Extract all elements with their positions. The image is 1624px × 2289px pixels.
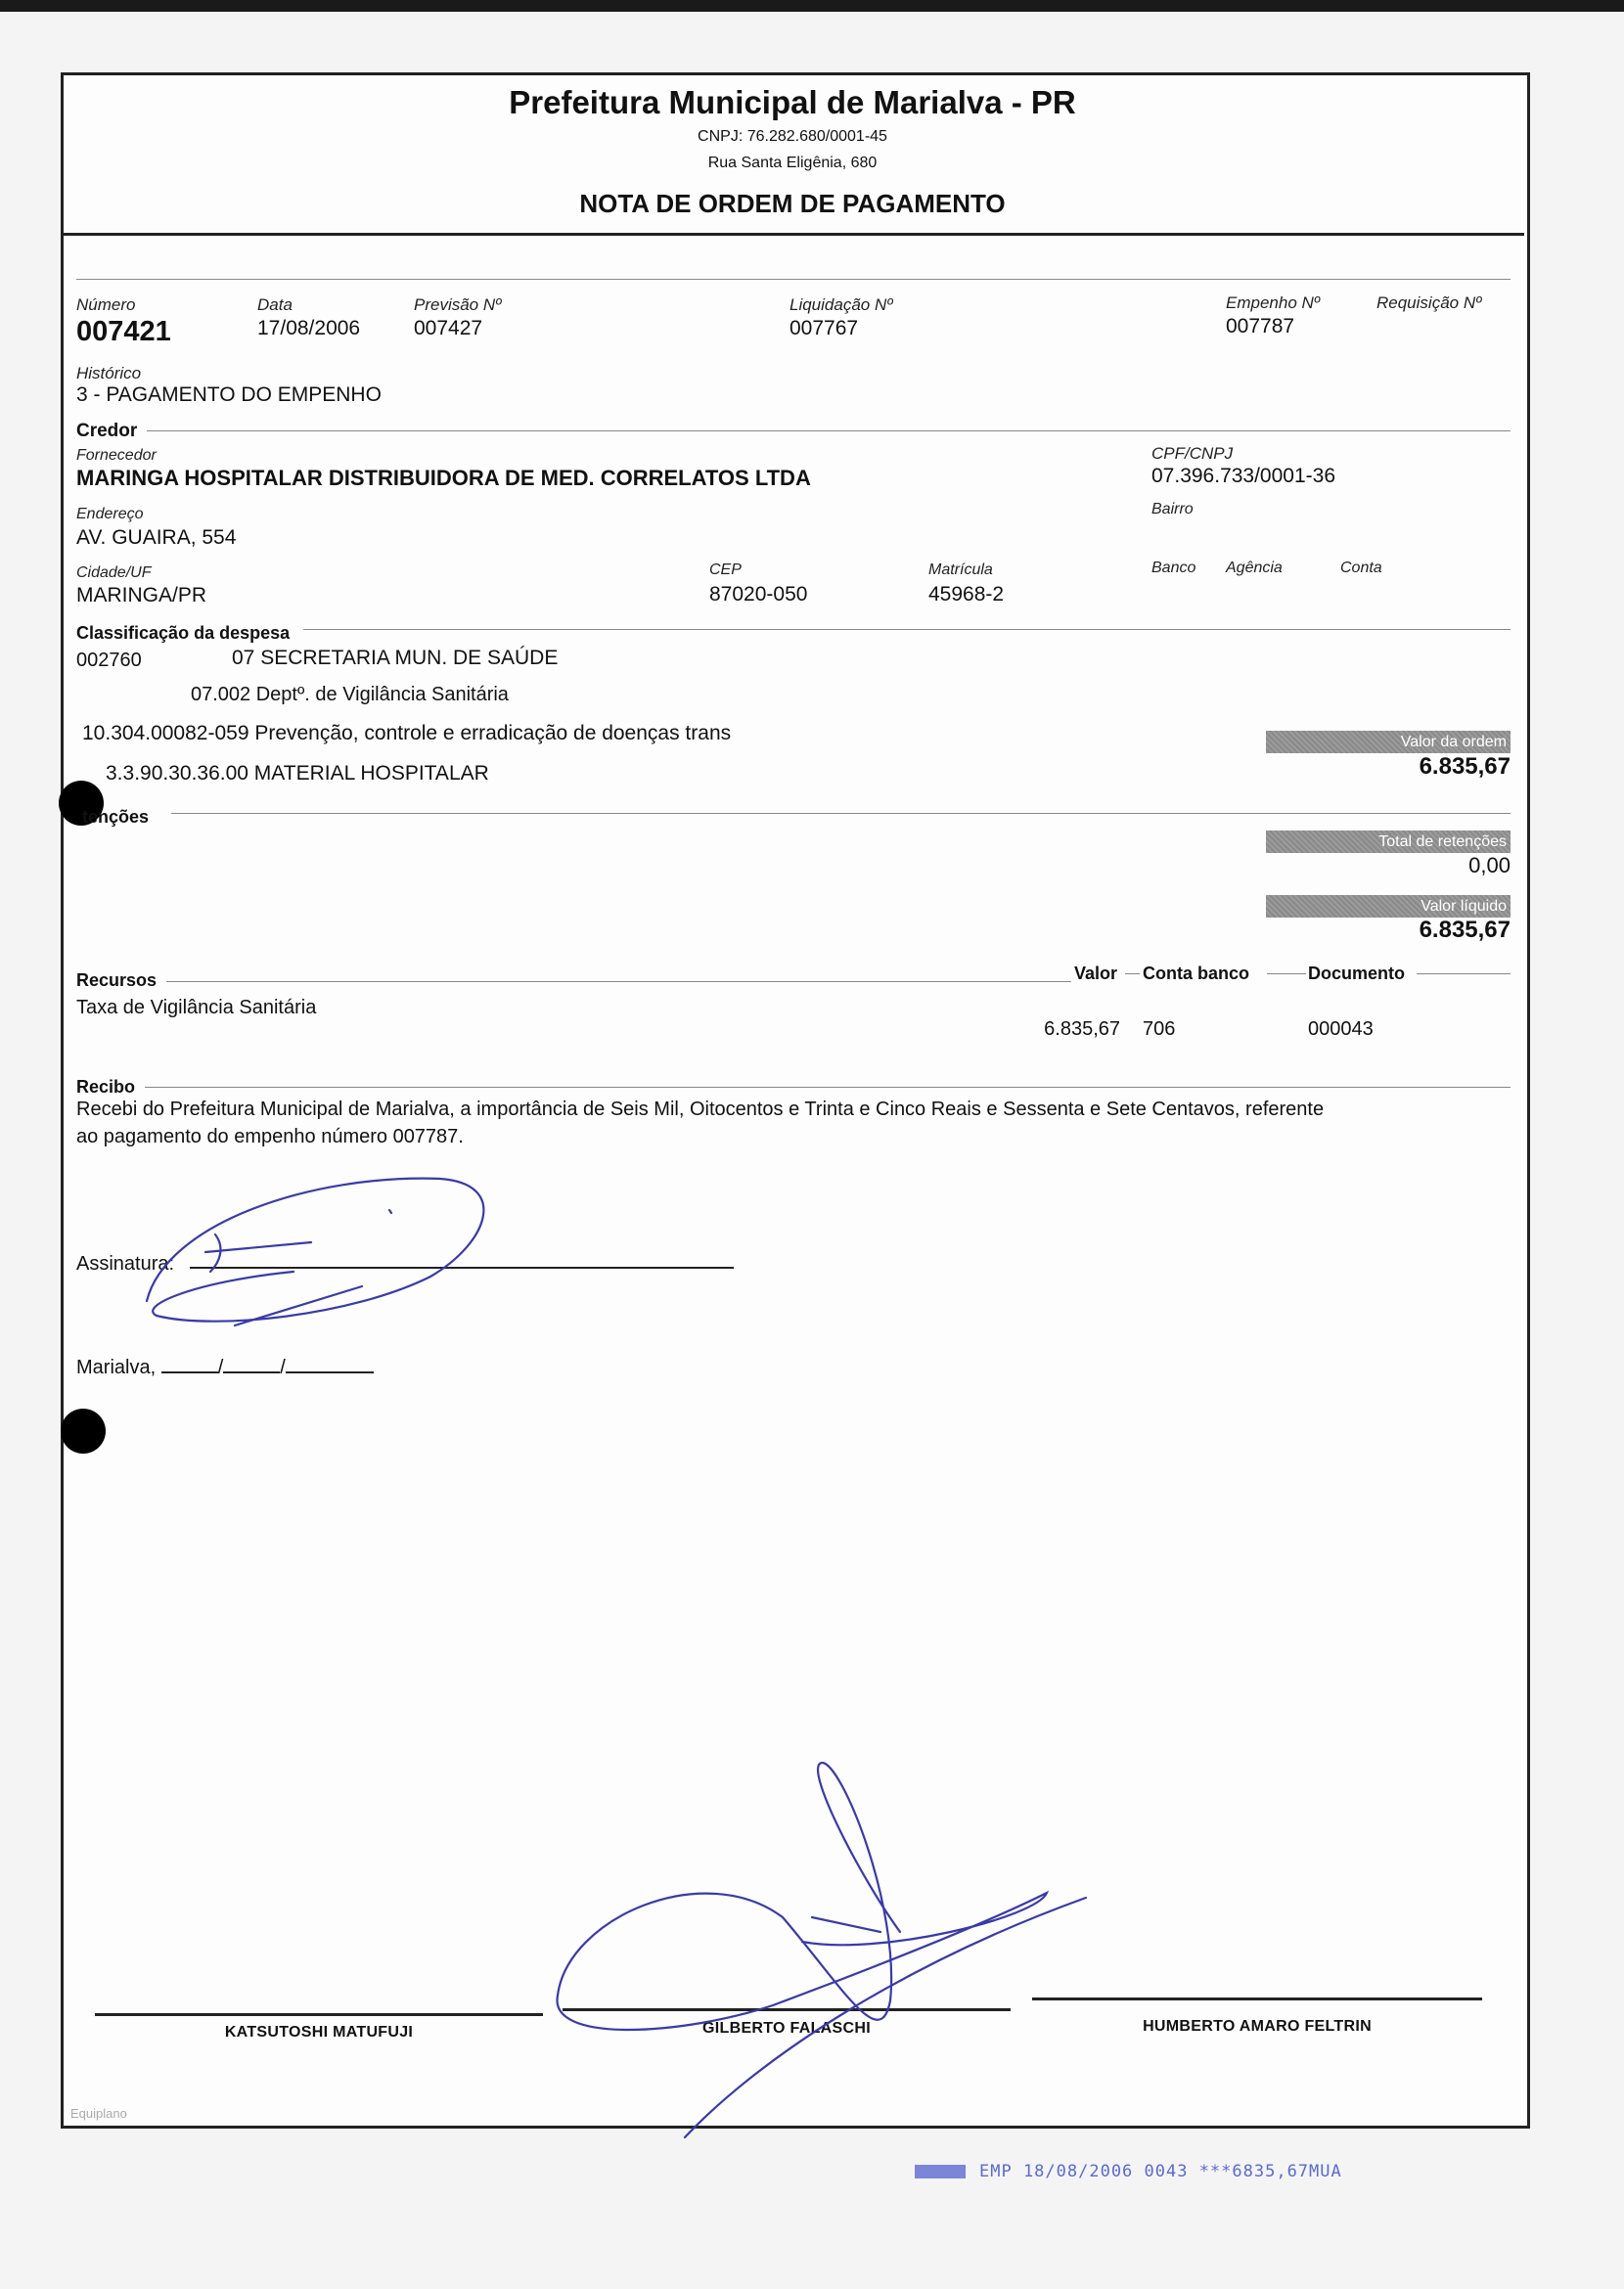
cpf-value: 07.396.733/0001-36 xyxy=(1151,465,1336,487)
recursos-documento-label: Documento xyxy=(1308,964,1405,983)
signatario-2-signature xyxy=(557,1763,1086,2137)
numero-label: Número xyxy=(76,295,136,314)
empenho-value: 007787 xyxy=(1226,315,1295,337)
data-label: Data xyxy=(257,295,293,314)
signatario-1: KATSUTOSHI MATUFUJI xyxy=(224,2024,414,2041)
matricula-label: Matrícula xyxy=(928,561,993,578)
retencoes-section: tenções xyxy=(82,807,150,827)
endereco-label: Endereço xyxy=(76,506,144,522)
recursos-valor-label: Valor xyxy=(1074,964,1118,983)
local-label: Marialva, xyxy=(76,1357,157,1378)
cidade-label: Cidade/UF xyxy=(76,564,152,581)
valor-ordem-value: 6.835,67 xyxy=(1419,753,1511,780)
classificacao-codigo: 002760 xyxy=(76,650,142,671)
endereco-value: AV. GUAIRA, 554 xyxy=(76,526,237,549)
assinatura-label: Assinatura: xyxy=(76,1253,175,1275)
valor-liquido-value: 6.835,67 xyxy=(1419,917,1511,943)
classificacao-funcional: 10.304.00082-059 Prevenção, controle e erradicação de doenças trans xyxy=(82,722,732,744)
fornecedor-value: MARINGA HOSPITALAR DISTRIBUIDORA DE MED. CORRELATOS LTDA xyxy=(76,466,811,490)
stamp-logo xyxy=(915,2165,966,2178)
cep-value: 87020-050 xyxy=(709,583,808,606)
historico-value: 3 - PAGAMENTO DO EMPENHO xyxy=(76,383,382,406)
recibo-signature xyxy=(147,1179,483,1325)
recursos-descricao: Taxa de Vigilância Sanitária xyxy=(76,997,317,1018)
recibo-text-line2: ao pagamento do empenho número 007787. xyxy=(76,1126,464,1147)
classificacao-natureza: 3.3.90.30.36.00 MATERIAL HOSPITALAR xyxy=(106,762,489,785)
document-title: NOTA DE ORDEM DE PAGAMENTO xyxy=(579,189,1006,218)
credor-section: Credor xyxy=(76,421,138,441)
recursos-section: Recursos xyxy=(76,970,158,990)
bank-stamp-text: EMP 18/08/2006 0043 ***6835,67MUA xyxy=(979,2162,1342,2181)
signatario-2: GILBERTO FALASCHI xyxy=(702,2020,871,2037)
total-retencoes-value: 0,00 xyxy=(1468,853,1511,877)
recibo-section: Recibo xyxy=(76,1077,136,1097)
numero-value: 007421 xyxy=(76,316,171,347)
recursos-documento: 000043 xyxy=(1308,1018,1374,1040)
empenho-label: Empenho Nº xyxy=(1226,293,1320,312)
cidade-value: MARINGA/PR xyxy=(76,584,207,606)
banco-label: Banco xyxy=(1151,560,1196,576)
address-line: Rua Santa Eligênia, 680 xyxy=(707,155,878,171)
valor-ordem-label: Valor da ordem xyxy=(1266,731,1511,753)
fornecedor-label: Fornecedor xyxy=(76,447,157,464)
signatario-3: HUMBERTO AMARO FELTRIN xyxy=(1143,2018,1372,2035)
recibo-text-line1: Recebi do Prefeitura Municipal de Marialva, a importância de Seis Mil, Oitocentos e Trinta e Cinco Reais e Sessenta e Sete Centavos, referente xyxy=(76,1099,1325,1120)
previsao-label: Previsão Nº xyxy=(414,295,502,314)
recursos-conta-banco: 706 xyxy=(1143,1018,1176,1040)
conta-label: Conta xyxy=(1340,560,1382,576)
cnpj-line: CNPJ: 76.282.680/0001-45 xyxy=(698,128,887,145)
recursos-conta-banco-label: Conta banco xyxy=(1143,964,1250,983)
total-retencoes-label: Total de retenções xyxy=(1266,830,1511,853)
matricula-value: 45968-2 xyxy=(928,583,1005,606)
bairro-label: Bairro xyxy=(1151,501,1194,517)
classificacao-unidade: 07.002 Deptº. de Vigilância Sanitária xyxy=(191,684,509,705)
previsao-value: 007427 xyxy=(414,317,483,339)
cep-label: CEP xyxy=(709,561,742,578)
software-watermark: Equiplano xyxy=(70,2106,127,2121)
requisicao-label: Requisição Nº xyxy=(1376,293,1482,312)
recursos-valor: 6.835,67 xyxy=(1044,1018,1120,1040)
historico-label: Histórico xyxy=(76,364,142,382)
liquidacao-value: 007767 xyxy=(789,317,859,339)
cpf-label: CPF/CNPJ xyxy=(1151,444,1234,463)
classificacao-section: Classificação da despesa xyxy=(76,623,291,643)
local-data-label: Marialva, / / xyxy=(76,1354,374,1379)
agencia-label: Agência xyxy=(1226,560,1283,576)
bank-stamp xyxy=(915,2162,1342,2181)
classificacao-orgao: 07 SECRETARIA MUN. DE SAÚDE xyxy=(232,647,559,669)
liquidacao-label: Liquidação Nº xyxy=(789,295,893,314)
page-title: Prefeitura Municipal de Marialva - PR xyxy=(509,84,1076,120)
valor-liquido-label: Valor líquido xyxy=(1266,895,1511,918)
data-value: 17/08/2006 xyxy=(257,317,361,339)
